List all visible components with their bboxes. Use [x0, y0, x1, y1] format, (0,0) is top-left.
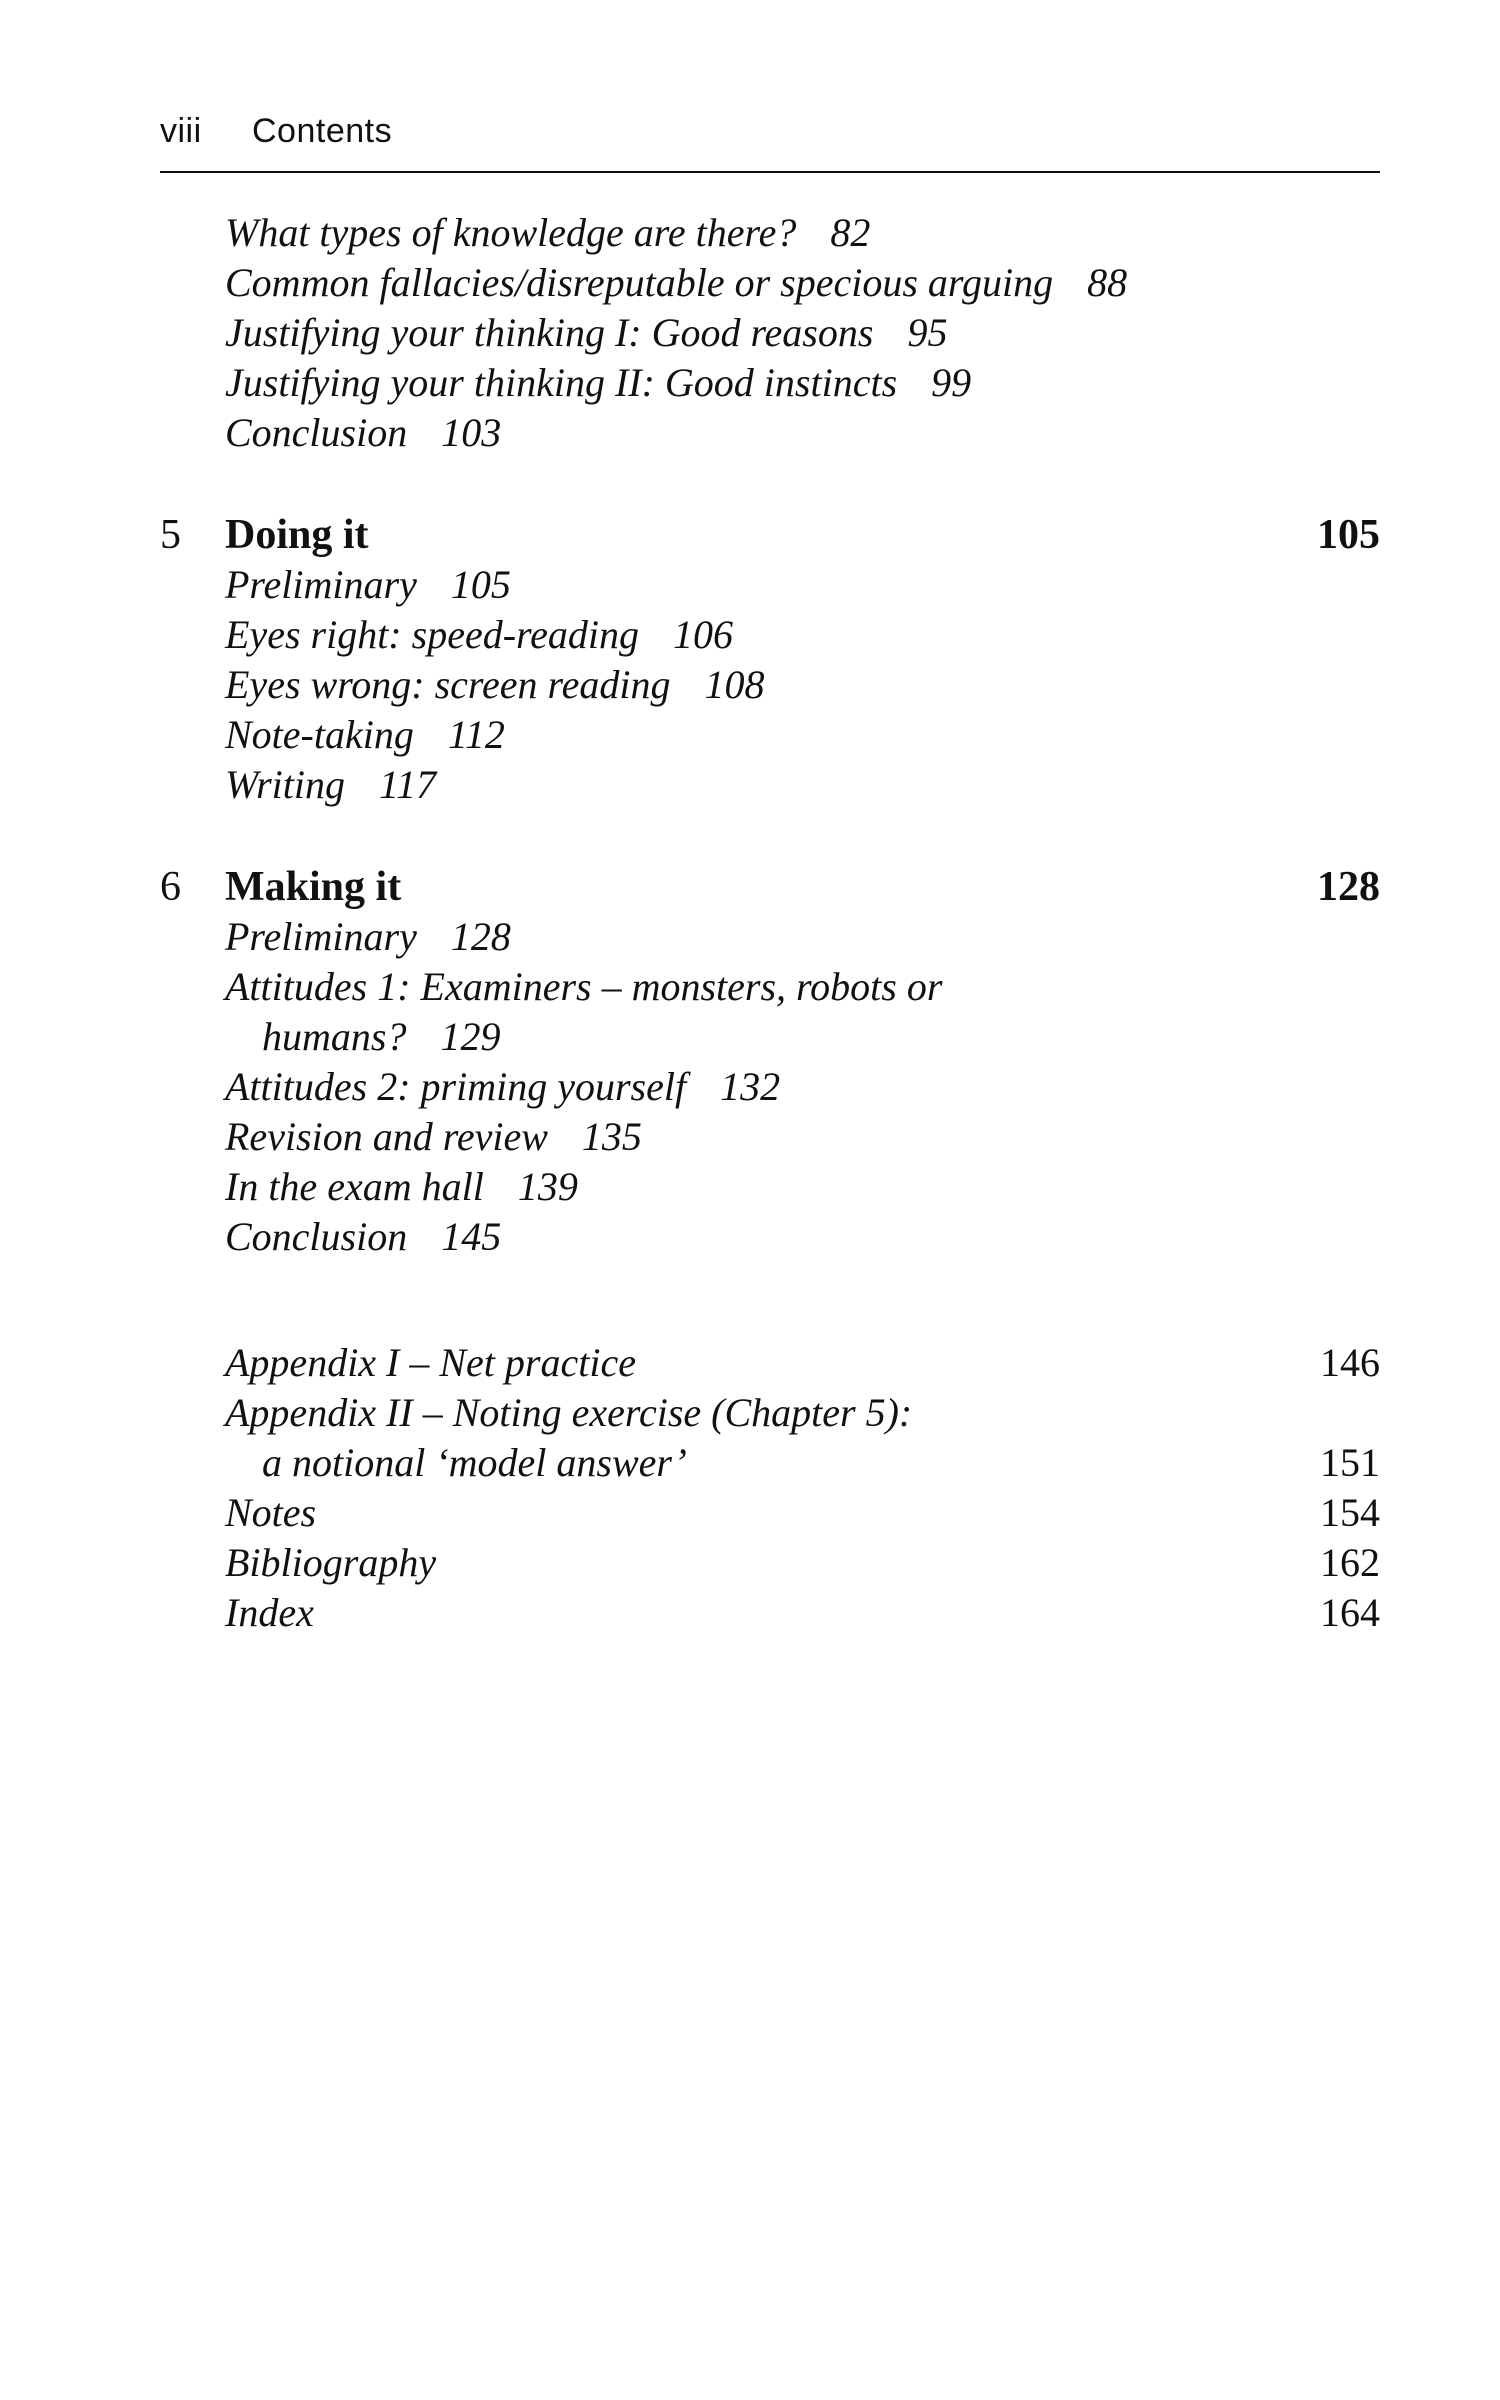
- toc-entry: [225, 710, 505, 760]
- running-head-title: Contents: [252, 112, 393, 150]
- toc-entry: [225, 912, 511, 962]
- toc-entry-page: 82: [830, 210, 871, 255]
- toc-entry-title: Common fallacies/disreputable or specious arguing: [225, 260, 1054, 305]
- chapter-title: Making it: [225, 864, 402, 910]
- page-number: viii: [160, 112, 202, 150]
- toc-entry-title: Eyes wrong: screen reading: [225, 662, 671, 707]
- chapter-number: 5: [160, 512, 181, 558]
- chapter-page-number: 128: [1317, 864, 1380, 910]
- toc-entry-title-continuation: humans?: [262, 1014, 407, 1059]
- toc-entry-continuation: [262, 1012, 500, 1062]
- toc-entry-page: 95: [907, 310, 948, 355]
- toc-entry-title: Preliminary: [225, 914, 417, 959]
- toc-entry: [225, 258, 1127, 308]
- toc-entry: [225, 560, 511, 610]
- toc-entry-page: 135: [581, 1114, 642, 1159]
- chapter-number: 6: [160, 864, 181, 910]
- toc-entry-title: Conclusion: [225, 1214, 408, 1259]
- toc-entry: [225, 660, 764, 710]
- toc-entry: [225, 610, 733, 660]
- toc-entry-page: 112: [447, 712, 505, 757]
- toc-entry-title: In the exam hall: [225, 1164, 484, 1209]
- toc-entry-page: 132: [720, 1064, 781, 1109]
- toc-entry-title: Eyes right: speed-reading: [225, 612, 639, 657]
- toc-entry-page: 106: [672, 612, 733, 657]
- toc-entry-title: Revision and review: [225, 1114, 548, 1159]
- toc-entry-page: 108: [704, 662, 765, 707]
- toc-entry: [225, 1162, 578, 1212]
- toc-entry-page: 117: [379, 762, 437, 807]
- toc-entry: [225, 208, 870, 258]
- back-matter-entry-continuation: a notional ‘model answer’: [262, 1440, 687, 1485]
- running-head: [160, 112, 392, 151]
- toc-entry: [225, 308, 947, 358]
- chapter-title: Doing it: [225, 512, 369, 558]
- back-matter-entry: Appendix II – Noting exercise (Chapter 5):: [225, 1390, 913, 1435]
- back-matter-page: 146: [1320, 1340, 1380, 1385]
- back-matter-page: 151: [1320, 1440, 1380, 1485]
- toc-entry-title: Justifying your thinking I: Good reasons: [225, 310, 874, 355]
- chapter-page-number: 105: [1317, 512, 1380, 558]
- toc-entry-title: Writing: [225, 762, 346, 807]
- header-rule: [160, 171, 1380, 173]
- toc-entry-page: 105: [450, 562, 511, 607]
- toc-entry: [225, 760, 436, 810]
- toc-entry-page: 88: [1087, 260, 1128, 305]
- toc-entry: [225, 358, 971, 408]
- back-matter-entry: Index: [225, 1590, 314, 1635]
- toc-entry: [225, 962, 942, 1012]
- back-matter-page: 154: [1320, 1490, 1380, 1535]
- toc-entry-page: 139: [517, 1164, 578, 1209]
- toc-entry-page: 103: [441, 410, 502, 455]
- back-matter-entry: Notes: [225, 1490, 317, 1535]
- toc-entry-title: Attitudes 1: Examiners – monsters, robots or: [225, 964, 943, 1009]
- back-matter-entry: Appendix I – Net practice: [225, 1340, 636, 1385]
- toc-entry-title: Preliminary: [225, 562, 417, 607]
- toc-entry-page: 128: [450, 914, 511, 959]
- toc-entry-title: Note-taking: [225, 712, 414, 757]
- back-matter-page: 162: [1320, 1540, 1380, 1585]
- back-matter-page: 164: [1320, 1590, 1380, 1635]
- toc-entry: [225, 408, 501, 458]
- back-matter-entry: Bibliography: [225, 1540, 437, 1585]
- toc-entry-title: Justifying your thinking II: Good instincts: [225, 360, 898, 405]
- toc-entry-title: Attitudes 2: priming yourself: [225, 1064, 687, 1109]
- toc-entry: [225, 1112, 642, 1162]
- toc-entry: [225, 1212, 501, 1262]
- toc-entry-title: What types of knowledge are there?: [225, 210, 797, 255]
- toc-entry-page: 99: [931, 360, 972, 405]
- toc-entry-page: 145: [441, 1214, 502, 1259]
- toc-entry: [225, 1062, 780, 1112]
- toc-entry-page: 129: [440, 1014, 501, 1059]
- toc-entry-title: Conclusion: [225, 410, 408, 455]
